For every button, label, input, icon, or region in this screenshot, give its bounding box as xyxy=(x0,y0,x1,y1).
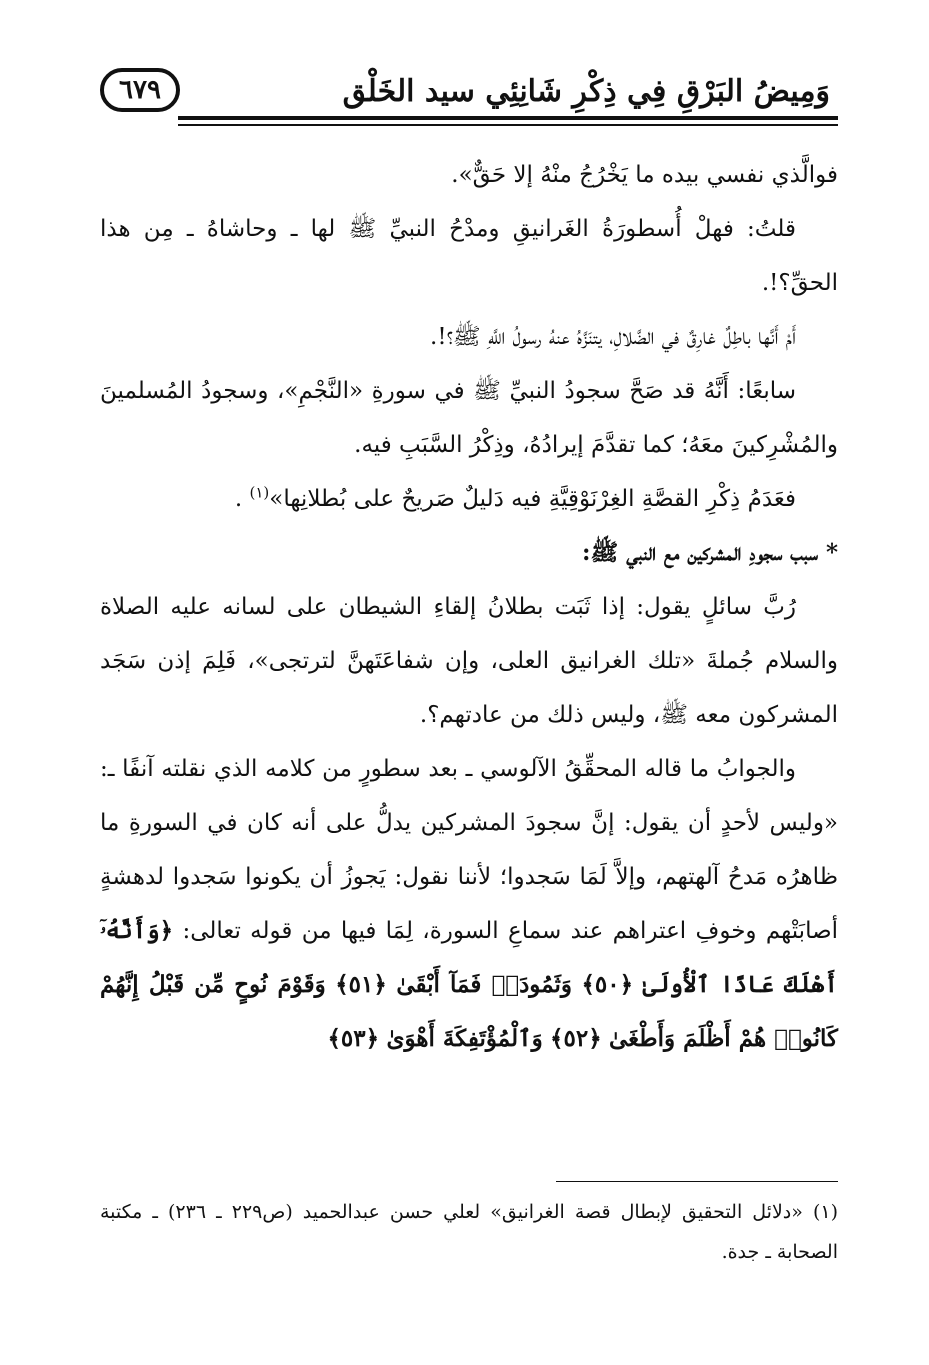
ayah-number: ﴿٥٢﴾ xyxy=(550,1025,602,1052)
quran-verse: وَقَوْمَ نُوحٍ مِّن قَبْلُ إِنَّهُمْ كَانُوا۟ هُمْ أَظْلَمَ وَأَطْغَىٰ xyxy=(100,971,838,1052)
quran-verse: وَثَمُودَا۟ فَمَآ أَبْقَىٰ xyxy=(396,971,572,998)
paragraph-tail: . xyxy=(234,486,250,512)
paragraph: رُبَّ سائلٍ يقول: إذا ثَبَت بطلانُ إلقاءِ الشيطان على لسانه عليه الصلاة والسلام جُملةَ «تلك الغرانيق العلى، وإن شفاعَتَهنَّ لترتجى»، فَلِمَ إذن سَجَد المشركون معه ﷺ، وليس ذلك من عادتهم؟. xyxy=(100,594,838,728)
paragraph: قلتُ: فهلْ أُسطورَةُ الغَرانيقِ ومدْحُ النبيِّ ﷺ لها ـ وحاشاهُ ـ مِن هذا الحقِّ؟!. xyxy=(100,216,838,296)
heading-text: سبب سجودِ المشركين مع النبي ﷺ: xyxy=(582,539,818,566)
paragraph: أَمْ أَنَّها باطِلٌ غارِقٌ في الضَّلالِ، يتنَزَّهُ عنهُ رسولُ اللَّهِ ﷺ؟!. xyxy=(430,324,796,350)
page-header xyxy=(100,66,838,130)
ayah-number: ﴿٥١﴾ xyxy=(335,971,387,998)
page-number-badge xyxy=(100,68,180,112)
paragraph-text: فعَدَمُ ذِكْرِ القصَّةِ الغِرْنَوْقِيَّةِ فيه دَليلٌ صَريحٌ على بُطلانِها» xyxy=(269,486,796,512)
ayah-number: ﴿٥٣﴾ xyxy=(327,1025,380,1052)
quran-verse: وَٱلْمُؤْتَفِكَةَ أَهْوَىٰ xyxy=(386,1025,543,1052)
footnote-reference: (١) xyxy=(249,483,270,502)
ayah-number: ﴿٥٠﴾ xyxy=(581,971,634,998)
paragraph: سابعًا: أَنَّهُ قد صَحَّ سجودُ النبيِّ ﷺ في سورةِ «النَّجْمِ»، وسجودُ المُسلمينَ والمُشْرِكينَ معَهُ؛ كما تقدَّمَ إيرادُهُ، وذِكْرُ السَّبَبِ فيه. xyxy=(100,378,838,458)
footnote-separator xyxy=(556,1181,838,1182)
footnote: (١) «دلائل التحقيق لإبطال قصة الغرانيق» لعلي حسن عبدالحميد (ص٢٢٩ ـ ٢٣٦) ـ مكتبة الصحابة ـ جدة. xyxy=(100,1201,838,1263)
header-rule xyxy=(178,116,838,120)
paragraph: فوالَّذي نفسي بيده ما يَخْرُجُ منْهُ إلا حَقٌّ». xyxy=(451,162,838,188)
paragraph-text: والجوابُ ما قاله المحقِّقُ الآلوسي ـ بعد سطورٍ من كلامه الذي نقلته آنفًا ـ: «وليس لأحدٍ أن يقول: إنَّ سجودَ المشركين يدلُّ على أنه كان في السورةِ ما ظاهرُه مَدحُ آلهتهم، وإلاَّ لَمَا سَجدوا؛ لأننا نقول: يَجوزُ أن يكونوا سَجدوا لدهشةٍ أصابَتْهم وخوفِ اعتراهم عند سماعِ السورة، لِمَا فيها من قوله تعالى: xyxy=(100,756,839,944)
header-rule-thin xyxy=(178,124,838,126)
page-number: ٦٧٩ xyxy=(119,75,161,105)
paragraph xyxy=(100,472,838,526)
quran-verse: ﴿وَأَنَّهُۥٓ أَهْلَكَ عَادًا ٱلْأُولَىٰ xyxy=(100,917,839,998)
heading-bullet: * xyxy=(825,539,838,566)
section-heading xyxy=(100,526,838,580)
paragraph xyxy=(100,742,838,1066)
running-title: وَمِيضُ البَرْقِ فِي ذِكْرِ شَانِئِي سيد الخَلْق xyxy=(342,74,830,109)
body-text xyxy=(100,148,838,1066)
